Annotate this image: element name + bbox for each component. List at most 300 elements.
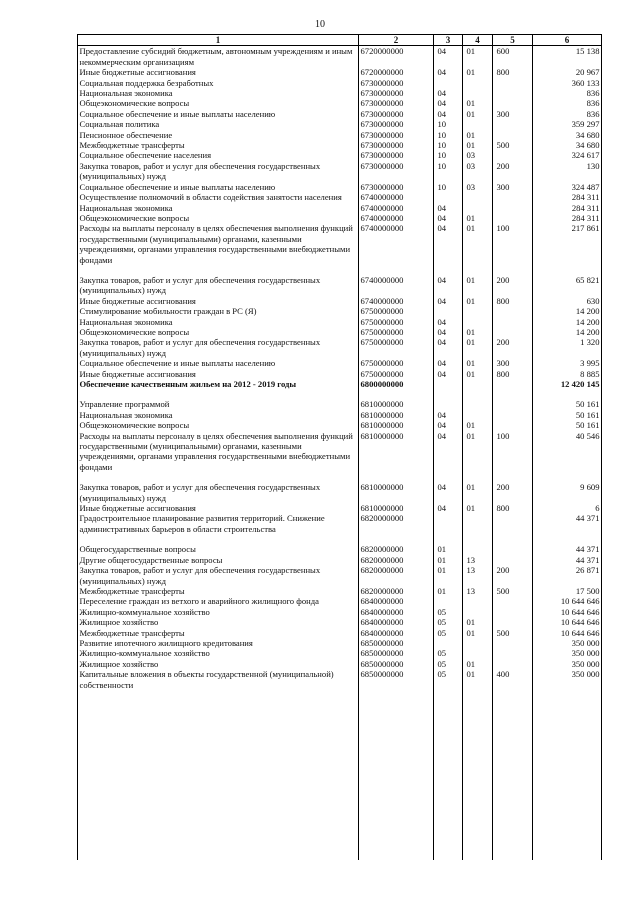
row-name: Градостроительное планирование развития территорий. Снижение административных барьеров в области строительства xyxy=(79,513,325,534)
column-divider xyxy=(358,34,359,860)
row-name: Закупка товаров, работ и услуг для обеспечения государственных (муниципальных) нужд xyxy=(79,337,321,358)
row-code: 6750000000 xyxy=(360,337,404,348)
row-code: 6720000000 xyxy=(360,67,404,78)
row-expense-type: 500 xyxy=(496,627,510,638)
row-name: Управление программой xyxy=(79,399,170,410)
column-divider xyxy=(462,34,463,860)
row-amount: 14 200 xyxy=(575,316,600,327)
row-code: 6730000000 xyxy=(360,98,404,109)
table-row xyxy=(78,119,602,129)
row-name: Расходы на выплаты персоналу в целях обеспечения выполнения функций государственными (муниципальными) органами, казенными учреждениями, органами управления государственными внебюджетными фондами xyxy=(79,430,353,472)
row-name: Закупка товаров, работ и услуг для обеспечения государственных (муниципальных) нужд xyxy=(79,160,321,182)
row-section: 04 xyxy=(437,88,447,99)
row-section: 04 xyxy=(437,420,447,431)
row-section: 04 xyxy=(437,98,447,109)
row-section: 04 xyxy=(437,482,447,493)
row-code: 6750000000 xyxy=(360,316,404,327)
row-expense-type: 200 xyxy=(496,565,510,576)
row-code: 6840000000 xyxy=(360,596,404,607)
row-code: 6810000000 xyxy=(360,482,404,493)
row-amount: 8 885 xyxy=(580,368,600,379)
row-expense-type xyxy=(493,98,533,108)
row-subsection: 01 xyxy=(466,326,476,337)
row-subsection xyxy=(463,638,493,648)
row-subsection xyxy=(463,379,493,389)
row-name: Национальная экономика xyxy=(79,409,173,420)
row-name: Социальная политика xyxy=(79,119,160,130)
page-number: 10 xyxy=(315,19,325,30)
row-amount: 50 161 xyxy=(575,409,600,420)
row-section: 04 xyxy=(437,503,447,514)
row-amount: 17 500 xyxy=(575,585,600,596)
table-row xyxy=(78,150,602,160)
row-code: 6850000000 xyxy=(360,637,404,648)
row-subsection: 01 xyxy=(466,98,476,109)
table-row xyxy=(78,659,602,669)
row-expense-type xyxy=(493,306,533,316)
row-subsection: 01 xyxy=(466,212,476,223)
row-expense-type: 800 xyxy=(496,67,510,78)
row-amount: 26 871 xyxy=(575,565,600,576)
row-expense-type xyxy=(493,420,533,430)
row-subsection: 03 xyxy=(466,181,476,192)
row-amount: 836 xyxy=(586,108,600,119)
budget-table xyxy=(77,34,602,690)
row-subsection: 01 xyxy=(466,482,476,493)
row-expense-type xyxy=(493,617,533,627)
row-expense-type xyxy=(493,410,533,420)
row-subsection: 01 xyxy=(466,108,476,119)
row-name: Жилищное хозяйство xyxy=(79,617,159,628)
row-code: 6730000000 xyxy=(360,181,404,192)
row-subsection xyxy=(463,513,493,534)
row-amount: 350 000 xyxy=(571,658,600,669)
row-amount: 14 200 xyxy=(575,326,600,337)
row-code: 6820000000 xyxy=(360,565,404,576)
row-section: 05 xyxy=(437,627,447,638)
row-section xyxy=(434,379,463,389)
column-divider xyxy=(532,34,533,860)
row-name: Жилищно-коммунальное хозяйство xyxy=(79,606,210,617)
row-name: Иные бюджетные ассигнования xyxy=(79,295,196,306)
table-row xyxy=(78,607,602,617)
row-name: Общеэкономические вопросы xyxy=(79,212,190,223)
row-expense-type: 200 xyxy=(496,160,510,171)
row-code: 6730000000 xyxy=(360,140,404,151)
row-section: 01 xyxy=(437,544,447,555)
row-subsection xyxy=(463,192,493,202)
row-spacer xyxy=(78,472,602,482)
row-section xyxy=(434,78,463,88)
table-row xyxy=(78,369,602,379)
row-subsection xyxy=(463,607,493,617)
row-amount: 836 xyxy=(586,98,600,109)
table-row xyxy=(78,596,602,606)
row-name: Иные бюджетные ассигнования xyxy=(79,368,196,379)
row-subsection: 01 xyxy=(466,274,476,285)
table-row xyxy=(78,98,602,108)
row-name: Стимулирование мобильности граждан в РС (Я) xyxy=(79,306,257,317)
row-subsection: 01 xyxy=(466,420,476,431)
row-code: 6810000000 xyxy=(360,420,404,431)
row-amount: 350 000 xyxy=(571,669,600,680)
row-subsection: 01 xyxy=(466,140,476,151)
row-expense-type xyxy=(493,119,533,129)
row-spacer xyxy=(78,265,602,275)
row-section xyxy=(434,306,463,316)
row-expense-type: 500 xyxy=(496,140,510,151)
row-code: 6730000000 xyxy=(360,77,404,88)
table-row xyxy=(78,513,602,534)
row-expense-type xyxy=(493,379,533,389)
table-row xyxy=(78,140,602,150)
row-amount: 44 371 xyxy=(575,554,600,565)
header-col-5: 5 xyxy=(493,35,533,46)
row-name: Жилищно-коммунальное хозяйство xyxy=(79,648,210,659)
row-subsection: 01 xyxy=(466,430,476,441)
table-row xyxy=(78,358,602,368)
row-section: 01 xyxy=(437,565,447,576)
table-row xyxy=(78,182,602,192)
table-row xyxy=(78,78,602,88)
row-name: Обеспечение качественным жильем на 2012 - 2019 годы xyxy=(79,379,297,389)
row-subsection: 01 xyxy=(466,617,476,628)
row-subsection xyxy=(463,203,493,213)
row-expense-type xyxy=(493,544,533,554)
table-row xyxy=(78,586,602,596)
row-name: Межбюджетные трансферты xyxy=(79,627,185,638)
table-row xyxy=(78,638,602,648)
row-expense-type: 500 xyxy=(496,585,510,596)
row-amount: 10 644 646 xyxy=(560,617,600,628)
row-expense-type: 300 xyxy=(496,358,510,369)
header-col-4: 4 xyxy=(463,35,493,46)
row-amount: 1 320 xyxy=(580,337,600,348)
row-amount: 324 487 xyxy=(571,181,600,192)
row-name: Социальное обеспечение и иные выплаты населению xyxy=(79,358,276,369)
row-code: 6810000000 xyxy=(360,503,404,514)
row-expense-type xyxy=(493,399,533,409)
row-code: 6820000000 xyxy=(360,544,404,555)
table-row xyxy=(78,327,602,337)
row-code: 6840000000 xyxy=(360,606,404,617)
row-name: Общегосударственные вопросы xyxy=(79,544,196,555)
row-amount: 40 546 xyxy=(575,430,600,441)
table-row xyxy=(78,46,602,67)
header-col-6: 6 xyxy=(533,35,602,46)
row-amount: 14 200 xyxy=(575,306,600,317)
row-expense-type xyxy=(493,150,533,160)
row-code: 6730000000 xyxy=(360,88,404,99)
row-code: 6750000000 xyxy=(360,326,404,337)
row-amount: 34 680 xyxy=(575,140,600,151)
row-section: 04 xyxy=(437,326,447,337)
row-subsection xyxy=(463,88,493,98)
row-amount: 34 680 xyxy=(575,129,600,140)
row-expense-type xyxy=(493,327,533,337)
row-amount: 284 311 xyxy=(571,192,600,203)
row-amount: 9 609 xyxy=(580,482,600,493)
row-expense-type xyxy=(493,607,533,617)
row-code: 6850000000 xyxy=(360,648,404,659)
row-subsection xyxy=(463,119,493,129)
table-row xyxy=(78,306,602,316)
row-section xyxy=(434,192,463,202)
row-subsection: 01 xyxy=(466,358,476,369)
table-row xyxy=(78,503,602,513)
row-name: Капитальные вложения в объекты государственной (муниципальной) собственности xyxy=(79,669,334,690)
row-expense-type xyxy=(493,203,533,213)
row-amount: 44 371 xyxy=(575,544,600,555)
row-code: 6730000000 xyxy=(360,108,404,119)
table-row xyxy=(78,379,602,389)
table-row xyxy=(78,410,602,420)
row-subsection: 03 xyxy=(466,150,476,161)
row-code: 6750000000 xyxy=(360,306,404,317)
row-subsection: 01 xyxy=(466,669,476,680)
row-name: Другие общегосударственные вопросы xyxy=(79,554,223,565)
row-expense-type: 600 xyxy=(496,46,510,57)
header-col-2: 2 xyxy=(359,35,434,46)
row-amount: 10 644 646 xyxy=(560,627,600,638)
row-name: Иные бюджетные ассигнования xyxy=(79,67,196,78)
table-row xyxy=(78,431,602,473)
row-expense-type xyxy=(493,638,533,648)
row-expense-type: 400 xyxy=(496,669,510,680)
row-expense-type: 200 xyxy=(496,482,510,493)
row-subsection: 01 xyxy=(466,503,476,514)
table-row xyxy=(78,399,602,409)
row-amount: 50 161 xyxy=(575,399,600,410)
row-section: 04 xyxy=(437,46,447,57)
row-section: 10 xyxy=(437,129,447,140)
row-code: 6850000000 xyxy=(360,669,404,680)
row-amount: 284 311 xyxy=(571,202,600,213)
row-code: 6740000000 xyxy=(360,212,404,223)
row-code: 6740000000 xyxy=(360,295,404,306)
row-section: 04 xyxy=(437,212,447,223)
row-name: Социальное обеспечение и иные выплаты населению xyxy=(79,181,276,192)
row-section: 05 xyxy=(437,669,447,680)
row-expense-type xyxy=(493,130,533,140)
row-subsection: 01 xyxy=(466,627,476,638)
row-code: 6730000000 xyxy=(360,119,404,130)
row-name: Осуществление полномочий в области содействия занятости населения xyxy=(79,192,342,203)
row-section: 04 xyxy=(437,67,447,78)
row-section: 10 xyxy=(437,150,447,161)
row-name: Социальная поддержка безработных xyxy=(79,77,214,88)
row-expense-type xyxy=(493,596,533,606)
row-code: 6740000000 xyxy=(360,202,404,213)
table-header xyxy=(78,35,602,46)
row-section: 01 xyxy=(437,585,447,596)
row-section: 10 xyxy=(437,119,447,130)
row-amount: 350 000 xyxy=(571,648,600,659)
row-amount: 50 161 xyxy=(575,420,600,431)
row-section: 04 xyxy=(437,295,447,306)
row-amount: 359 297 xyxy=(571,119,600,130)
row-amount: 10 644 646 xyxy=(560,606,600,617)
row-section: 04 xyxy=(437,223,447,234)
row-code: 6750000000 xyxy=(360,368,404,379)
row-code: 6820000000 xyxy=(360,554,404,565)
row-section: 04 xyxy=(437,274,447,285)
row-subsection: 01 xyxy=(466,129,476,140)
row-name: Переселение граждан из ветхого и аварийного жилищного фонда xyxy=(79,596,319,607)
table-row xyxy=(78,565,602,586)
row-code: 6840000000 xyxy=(360,627,404,638)
row-subsection: 01 xyxy=(466,67,476,78)
row-expense-type xyxy=(493,659,533,669)
row-subsection: 01 xyxy=(466,337,476,348)
row-expense-type: 800 xyxy=(496,295,510,306)
row-code: 6810000000 xyxy=(360,430,404,441)
row-expense-type xyxy=(493,213,533,223)
row-subsection: 13 xyxy=(466,554,476,565)
row-subsection: 13 xyxy=(466,565,476,576)
row-section: 04 xyxy=(437,409,447,420)
row-code: 6730000000 xyxy=(360,160,404,171)
table-row xyxy=(78,617,602,627)
row-code: 6730000000 xyxy=(360,150,404,161)
row-amount: 10 644 646 xyxy=(560,596,600,607)
row-expense-type: 800 xyxy=(496,368,510,379)
row-subsection xyxy=(463,410,493,420)
row-expense-type xyxy=(493,88,533,98)
row-name: Жилищное хозяйство xyxy=(79,658,159,669)
table-row xyxy=(78,130,602,140)
row-name: Социальное обеспечение населения xyxy=(79,150,212,161)
row-amount: 3 995 xyxy=(580,358,600,369)
row-spacer xyxy=(78,534,602,544)
row-name: Общеэкономические вопросы xyxy=(79,420,190,431)
row-code: 6740000000 xyxy=(360,192,404,203)
row-subsection xyxy=(463,317,493,327)
row-expense-type: 200 xyxy=(496,274,510,285)
row-code: 6850000000 xyxy=(360,658,404,669)
table-row xyxy=(78,109,602,119)
row-subsection xyxy=(463,306,493,316)
row-name: Социальное обеспечение и иные выплаты населению xyxy=(79,108,276,119)
row-name: Пенсионное обеспечение xyxy=(79,129,173,140)
row-name: Расходы на выплаты персоналу в целях обеспечения выполнения функций государственными (муниципальными) органами, казенными учреждениями, органами управления государственными внебюджетными фондами xyxy=(79,223,353,265)
table-row xyxy=(78,628,602,638)
row-expense-type xyxy=(493,513,533,534)
row-name: Общеэкономические вопросы xyxy=(79,326,190,337)
row-name: Закупка товаров, работ и услуг для обеспечения государственных (муниципальных) нужд xyxy=(79,274,321,296)
table-row xyxy=(78,223,602,265)
table-row xyxy=(78,213,602,223)
row-subsection: 01 xyxy=(466,295,476,306)
table-row xyxy=(78,482,602,503)
row-name: Развитие ипотечного жилищного кредитования xyxy=(79,637,253,648)
row-subsection: 01 xyxy=(466,368,476,379)
row-code: 6750000000 xyxy=(360,358,404,369)
row-subsection xyxy=(463,648,493,658)
row-amount: 324 617 xyxy=(571,150,600,161)
column-divider xyxy=(492,34,493,860)
table-row xyxy=(78,544,602,554)
row-expense-type: 200 xyxy=(496,337,510,348)
row-subsection: 01 xyxy=(466,223,476,234)
row-section: 04 xyxy=(437,202,447,213)
table-row xyxy=(78,337,602,358)
row-code: 6730000000 xyxy=(360,129,404,140)
row-code: 6810000000 xyxy=(360,399,404,410)
row-subsection: 13 xyxy=(466,585,476,596)
row-expense-type: 100 xyxy=(496,430,510,441)
row-section: 04 xyxy=(437,430,447,441)
row-expense-type xyxy=(493,78,533,88)
table-body xyxy=(78,46,602,690)
row-expense-type xyxy=(493,192,533,202)
header-col-1: 1 xyxy=(78,35,359,46)
row-amount: 360 133 xyxy=(571,77,600,88)
row-expense-type xyxy=(493,648,533,658)
row-subsection xyxy=(463,596,493,606)
row-name: Национальная экономика xyxy=(79,88,173,99)
row-section: 10 xyxy=(437,160,447,171)
row-amount: 350 000 xyxy=(571,637,600,648)
row-section: 04 xyxy=(437,368,447,379)
table-row xyxy=(78,296,602,306)
table-row xyxy=(78,203,602,213)
row-section: 05 xyxy=(437,648,447,659)
table-row xyxy=(78,192,602,202)
table-row xyxy=(78,88,602,98)
table-row xyxy=(78,669,602,690)
header-col-3: 3 xyxy=(434,35,463,46)
row-amount: 836 xyxy=(586,88,600,99)
row-name: Национальная экономика xyxy=(79,316,173,327)
table-row xyxy=(78,275,602,296)
table-row xyxy=(78,420,602,430)
table-row xyxy=(78,67,602,77)
row-section: 10 xyxy=(437,181,447,192)
row-amount: 130 xyxy=(586,160,600,171)
row-expense-type: 300 xyxy=(496,108,510,119)
table-row xyxy=(78,317,602,327)
row-name: Предоставление субсидий бюджетным, автономным учреждениям и иным некоммерческим организациям xyxy=(79,46,353,67)
row-expense-type xyxy=(493,317,533,327)
row-name: Иные бюджетные ассигнования xyxy=(79,503,196,514)
row-subsection: 01 xyxy=(466,658,476,669)
row-code: 6740000000 xyxy=(360,223,404,234)
row-amount: 65 821 xyxy=(575,274,600,285)
row-name: Закупка товаров, работ и услуг для обеспечения государственных (муниципальных) нужд xyxy=(79,565,321,586)
row-expense-type: 300 xyxy=(496,181,510,192)
row-name: Общеэкономические вопросы xyxy=(79,98,190,109)
row-subsection xyxy=(463,78,493,88)
row-section: 04 xyxy=(437,108,447,119)
row-subsection: 03 xyxy=(466,160,476,171)
row-section xyxy=(434,513,463,534)
row-name: Закупка товаров, работ и услуг для обеспечения государственных (муниципальных) нужд xyxy=(79,482,321,503)
row-code: 6800000000 xyxy=(360,379,404,389)
row-section: 05 xyxy=(437,606,447,617)
row-section xyxy=(434,638,463,648)
row-name: Межбюджетные трансферты xyxy=(79,140,185,151)
row-amount: 12 420 145 xyxy=(560,379,600,389)
row-expense-type: 100 xyxy=(496,223,510,234)
table-row xyxy=(78,648,602,658)
row-subsection: 01 xyxy=(466,46,476,57)
row-amount: 20 967 xyxy=(575,67,600,78)
row-amount: 15 138 xyxy=(575,46,600,57)
row-section: 04 xyxy=(437,358,447,369)
column-divider xyxy=(433,34,434,860)
table-row xyxy=(78,555,602,565)
